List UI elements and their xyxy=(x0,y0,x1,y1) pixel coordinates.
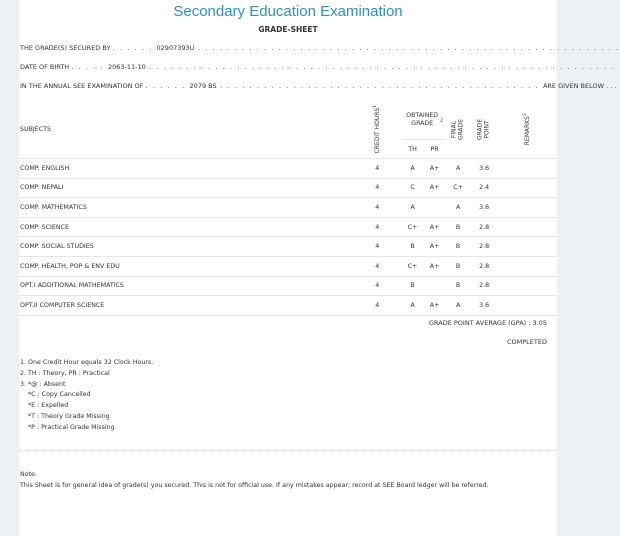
status-text: COMPLETED xyxy=(507,338,547,346)
gpa-line xyxy=(429,319,547,327)
symbol-number: 02907393U xyxy=(156,44,195,52)
subject-cell: COMP. ENGLISH xyxy=(19,159,353,179)
pr-header: PR xyxy=(424,140,446,159)
remarks-cell xyxy=(498,159,557,179)
absent-code: *P : Practical Grade Missing xyxy=(28,423,115,431)
credit-hours-cell: 4 xyxy=(353,296,402,316)
final-grade-cell: A xyxy=(446,296,471,316)
th-header: TH xyxy=(402,140,424,159)
secured-by-label: THE GRADE(S) SECURED BY xyxy=(20,44,111,52)
remarks-cell xyxy=(498,198,557,218)
subject-cell: OPT.II COMPUTER SCIENCE xyxy=(19,296,353,316)
grade-point-cell: 3.6 xyxy=(471,296,498,316)
final-grade-cell: C+ xyxy=(446,178,471,198)
theory-grade-cell: B xyxy=(402,276,424,296)
theory-grade-cell: B xyxy=(402,237,424,257)
theory-grade-cell: C+ xyxy=(402,256,424,276)
grade-point-cell: 2.4 xyxy=(471,178,498,198)
exam-prefix: IN THE ANNUAL SEE EXAMINATION OF xyxy=(20,82,144,90)
theory-grade-cell: A xyxy=(402,198,424,218)
obtained-grade-header: OBTAINED GRADE $^2$ xyxy=(402,101,446,140)
table-row xyxy=(19,237,557,257)
absent-code: *E : Expelled xyxy=(28,402,69,410)
remarks-cell xyxy=(498,217,557,237)
final-grade-cell: B xyxy=(446,276,471,296)
remarks-cell xyxy=(498,256,557,276)
practical-grade-cell: A+ xyxy=(424,237,446,257)
grade-point-cell: 2.8 xyxy=(471,217,498,237)
footer-note-label: Note: xyxy=(20,471,38,478)
table-header-row xyxy=(19,101,557,140)
grade-point-cell: 2.8 xyxy=(471,256,498,276)
remarks-cell xyxy=(498,237,557,257)
table-row xyxy=(19,276,557,296)
remarks-cell xyxy=(498,178,557,198)
credit-hours-cell: 4 xyxy=(353,178,402,198)
practical-grade-cell xyxy=(424,276,446,296)
grade-point-cell: 3.6 xyxy=(471,198,498,218)
divider xyxy=(19,450,557,451)
practical-grade-cell: A+ xyxy=(424,178,446,198)
remarks-cell xyxy=(498,276,557,296)
final-grade-cell: A xyxy=(446,159,471,179)
final-grade-header: FINAL GRADE xyxy=(446,101,471,159)
footer-note-text: This Sheet is for general idea of grade(s) you secured. This is not for official use. If any mistakes appear; record at SEE Board ledger will be referred. xyxy=(20,481,489,489)
grade-sheet xyxy=(19,0,620,536)
theory-grade-cell: A xyxy=(402,159,424,179)
notes-list xyxy=(20,358,153,434)
subject-cell: OPT.I ADDITIONAL MATHEMATICS xyxy=(19,276,353,296)
practical-grade-cell: A+ xyxy=(424,256,446,276)
theory-grade-cell: C xyxy=(402,178,424,198)
practical-grade-cell xyxy=(424,198,446,218)
theory-grade-cell: C+ xyxy=(402,217,424,237)
absent-code: *C : Copy Cancelled xyxy=(28,391,91,399)
credit-hours-cell: 4 xyxy=(353,256,402,276)
table-row xyxy=(19,296,557,316)
final-grade-cell: B xyxy=(446,256,471,276)
table-row xyxy=(19,178,557,198)
subject-cell: COMP. SOCIAL STUDIES xyxy=(19,237,353,257)
grade-point-cell: 2.8 xyxy=(471,237,498,257)
credit-hours-header: CREDIT HOURS$^1$ xyxy=(353,101,402,159)
note-item: 3. *@ : Absent xyxy=(20,380,66,388)
final-grade-cell: B xyxy=(446,217,471,237)
date-of-birth: 2063-11-10 xyxy=(107,63,146,71)
exam-title: Secondary Education Examination xyxy=(173,3,403,20)
note-item: 1. One Credit Hour equals 32 Clock Hours. xyxy=(20,359,154,366)
practical-grade-cell: A+ xyxy=(424,296,446,316)
absent-code: *T : Theory Grade Missing xyxy=(28,412,110,420)
table-row xyxy=(19,217,557,237)
exam-year: 2079 BS xyxy=(189,82,217,90)
credit-hours-cell: 4 xyxy=(353,198,402,218)
dob-line: DATE OF BIRTH . . . . . 2063-11-10 . . . . . . . . . . . . . . . . . . . . . . . . . . . . . . . . . . . . . . . . . . . . . . . . . . . . . . . . . . . . . . . . xyxy=(20,63,615,71)
grade-point-cell: 2.8 xyxy=(471,276,498,296)
table-row xyxy=(19,256,557,276)
table-row xyxy=(19,198,557,218)
subject-cell: COMP. SCIENCE xyxy=(19,217,353,237)
practical-grade-cell: A+ xyxy=(424,159,446,179)
remarks-cell xyxy=(498,296,557,316)
credit-hours-cell: 4 xyxy=(353,237,402,257)
grade-point-header: GRADE POINT xyxy=(471,101,498,159)
final-grade-cell: A xyxy=(446,198,471,218)
exam-line: IN THE ANNUAL SEE EXAMINATION OF . . . . . . 2079 BS . . . . . . . . . . . . . . . . . . . . . . . . . . . . . . . . . . . . . . . . . . . . ARE GIVEN BELOW . . . xyxy=(20,82,617,90)
remarks-header: REMARKS$^3$ xyxy=(498,101,557,159)
grade-point-cell: 3.6 xyxy=(471,159,498,179)
subject-cell: COMP. NEPALI xyxy=(19,178,353,198)
note-item: 2. TH : Theory, PR : Practical xyxy=(20,369,110,377)
credit-hours-cell: 4 xyxy=(353,276,402,296)
credit-hours-cell: 4 xyxy=(353,217,402,237)
subject-cell: COMP. MATHEMATICS xyxy=(19,198,353,218)
secured-by-line: THE GRADE(S) SECURED BY . . . . . . 02907393U . . . . . . . . . . . . . . . . . . . . . . . . . . . . . . . . . . . . . . . . . . . . . . . . . . . . . . . . . . xyxy=(20,44,620,52)
subjects-header: SUBJECTS xyxy=(19,101,353,159)
gpa-label: GRADE POINT AVERAGE (GPA) : xyxy=(428,319,531,327)
practical-grade-cell: A+ xyxy=(424,217,446,237)
footer-note xyxy=(20,470,553,491)
dob-label: DATE OF BIRTH xyxy=(20,63,70,71)
exam-suffix: ARE GIVEN BELOW . . . xyxy=(542,82,617,90)
grades-table xyxy=(19,101,557,316)
subject-cell: COMP. HEALTH, POP & ENV EDU xyxy=(19,256,353,276)
table-row xyxy=(19,159,557,179)
theory-grade-cell: A xyxy=(402,296,424,316)
gpa-value: 3.05 xyxy=(532,319,547,327)
grade-sheet-heading: GRADE-SHEET xyxy=(258,25,318,34)
credit-hours-cell: 4 xyxy=(353,159,402,179)
final-grade-cell: B xyxy=(446,237,471,257)
